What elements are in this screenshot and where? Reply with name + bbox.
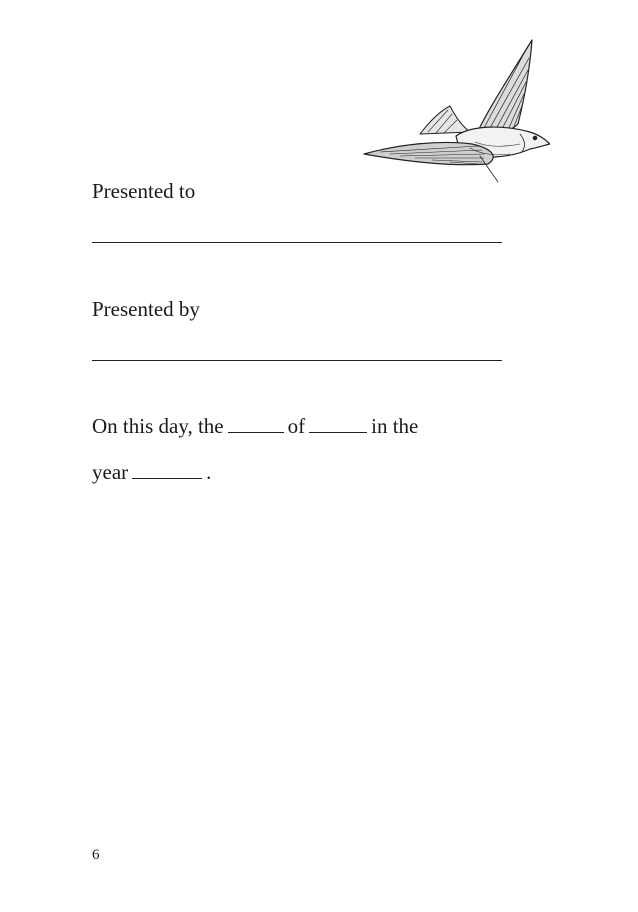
date-line-row: [92, 416, 418, 437]
swallow-bird-icon: [360, 36, 550, 186]
date-line-year: year: [92, 460, 129, 484]
date-line-prefix: On this day, the: [92, 414, 224, 438]
day-blank[interactable]: [228, 432, 284, 433]
presented-to-line[interactable]: [92, 242, 502, 243]
month-blank[interactable]: [309, 432, 367, 433]
presented-by-label: Presented by: [92, 297, 200, 321]
date-line-of: of: [287, 414, 306, 438]
presented-by-line[interactable]: [92, 360, 502, 361]
year-line-row: [92, 462, 211, 483]
date-line-in-the: in the: [371, 414, 419, 438]
page-number: 6: [92, 847, 100, 863]
date-line-end-mark: .: [206, 460, 212, 484]
year-blank[interactable]: [132, 478, 202, 479]
presented-to-label: Presented to: [92, 179, 196, 203]
